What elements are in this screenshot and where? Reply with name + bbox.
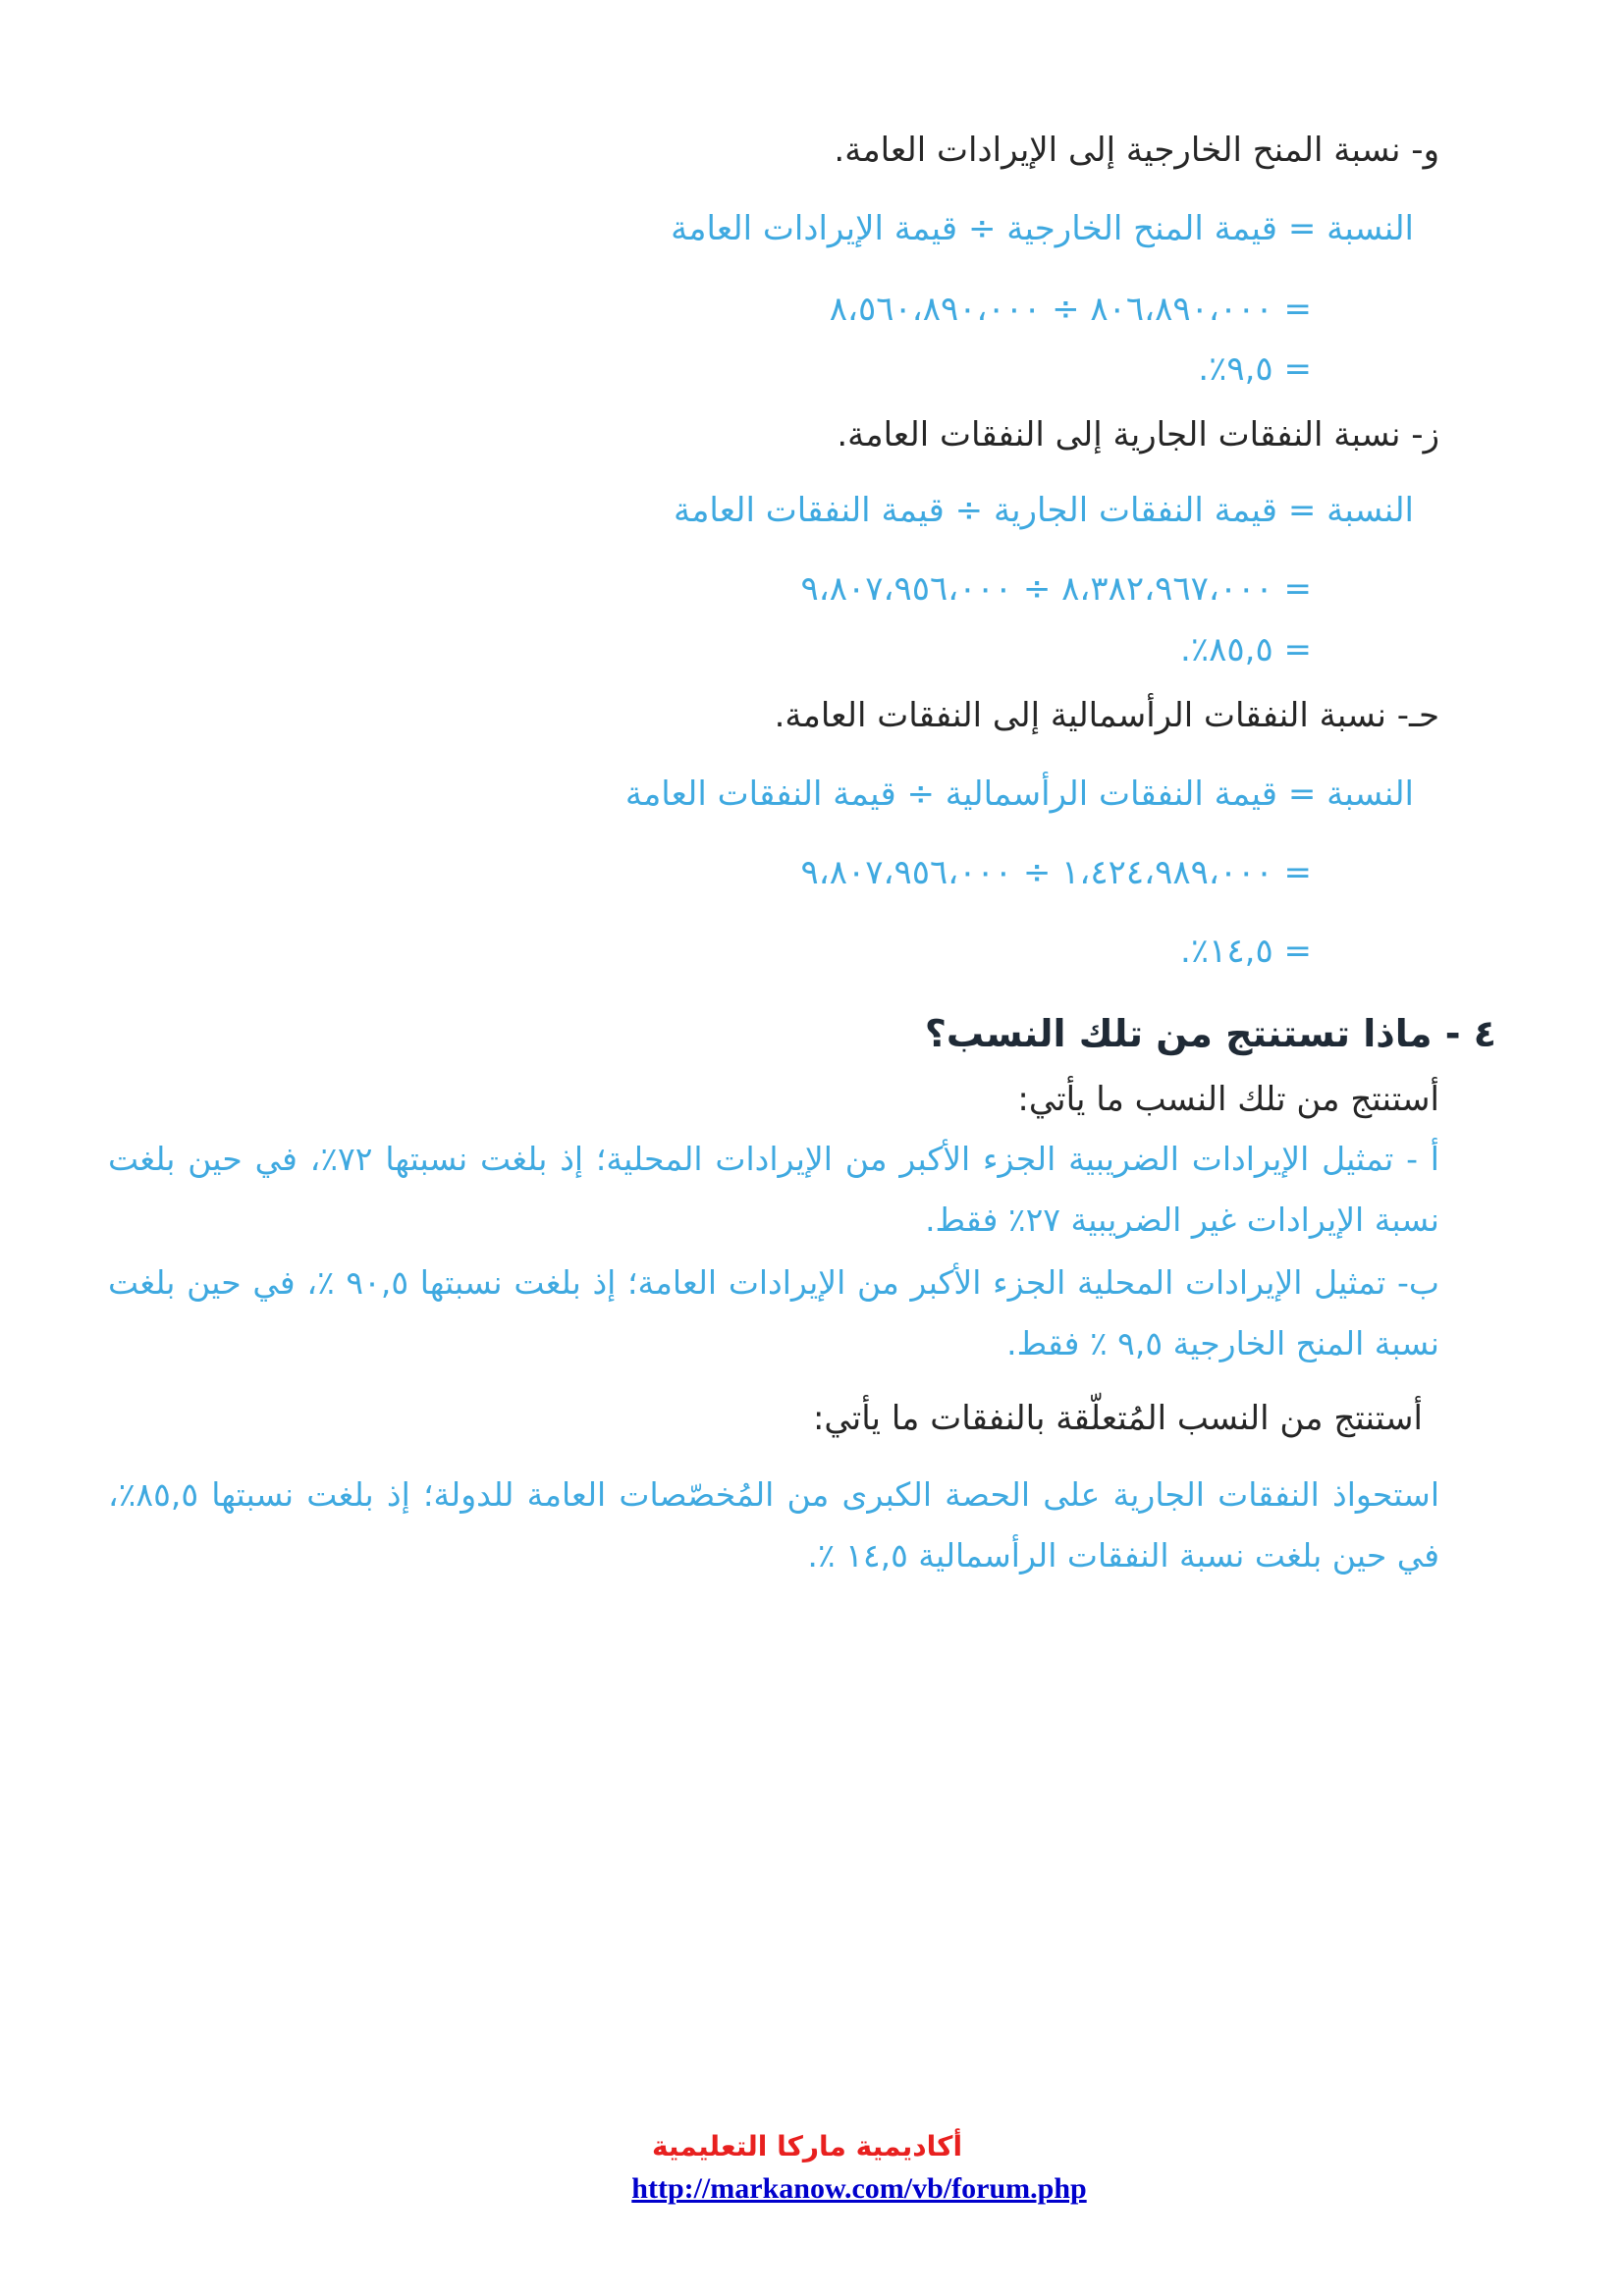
section-waw-title: و- نسبة المنح الخارجية إلى الإيرادات العامة. xyxy=(834,131,1439,170)
forum-link[interactable]: http://markanow.com/vb/forum.php xyxy=(631,2172,1087,2205)
section-waw-result: = ٩,٥٪. xyxy=(1198,349,1312,389)
section-ha-formula: النسبة = قيمة النفقات الرأسمالية ÷ قيمة النفقات العامة xyxy=(624,774,1414,814)
expenses-intro: أستنتج من النسب المُتعلّقة بالنفقات ما يأتي: xyxy=(812,1399,1423,1438)
academy-name: أكاديمية ماركا التعليمية xyxy=(651,2130,963,2163)
section-ha-step: = ١،٤٢٤،٩٨٩،٠٠٠ ÷ ٩،٨٠٧،٩٥٦،٠٠٠ xyxy=(800,853,1312,892)
expenses-conclusion: استحواذ النفقات الجارية على الحصة الكبرى من المُخصّصات العامة للدولة؛ إذ بلغت نسبتها ٨٥,٥٪، في حين بلغت نسبة النفقات الرأسمالية ١٤,٥ ٪. xyxy=(108,1475,1439,1575)
point-a: أ - تمثيل الإيرادات الضريبية الجزء الأكبر من الإيرادات المحلية؛ إذ بلغت نسبتها ٧٢٪، في حين بلغت نسبة الإيرادات غير الضريبية ٢٧٪ فقط. xyxy=(108,1140,1439,1239)
point-b: ب- تمثيل الإيرادات المحلية الجزء الأكبر من الإيرادات العامة؛ إذ بلغت نسبتها ٩٠,٥ ٪، في حين بلغت نسبة المنح الخارجية ٩,٥ ٪ فقط. xyxy=(108,1263,1439,1362)
section-zay-result: = ٨٥,٥٪. xyxy=(1180,630,1312,669)
question-4-heading: ٤ - ماذا تستنتج من تلك النسب؟ xyxy=(924,1012,1496,1055)
section-zay-title: ز- نسبة النفقات الجارية إلى النفقات العامة. xyxy=(837,415,1439,454)
section-waw-step: = ٨٠٦،٨٩٠،٠٠٠ ÷ ٨،٥٦٠،٨٩٠،٠٠٠ xyxy=(829,290,1312,329)
section-zay-step: = ٨،٣٨٢،٩٦٧،٠٠٠ ÷ ٩،٨٠٧،٩٥٦،٠٠٠ xyxy=(800,569,1312,609)
section-ha-result: = ١٤,٥٪. xyxy=(1180,932,1312,971)
section-zay-formula: النسبة = قيمة النفقات الجارية ÷ قيمة النفقات العامة xyxy=(673,491,1414,530)
section-waw-formula: النسبة = قيمة المنح الخارجية ÷ قيمة الإيرادات العامة xyxy=(671,209,1414,248)
revenues-intro: أستنتج من تلك النسب ما يأتي: xyxy=(1017,1080,1439,1119)
section-ha-title: حـ- نسبة النفقات الرأسمالية إلى النفقات العامة. xyxy=(774,696,1439,735)
